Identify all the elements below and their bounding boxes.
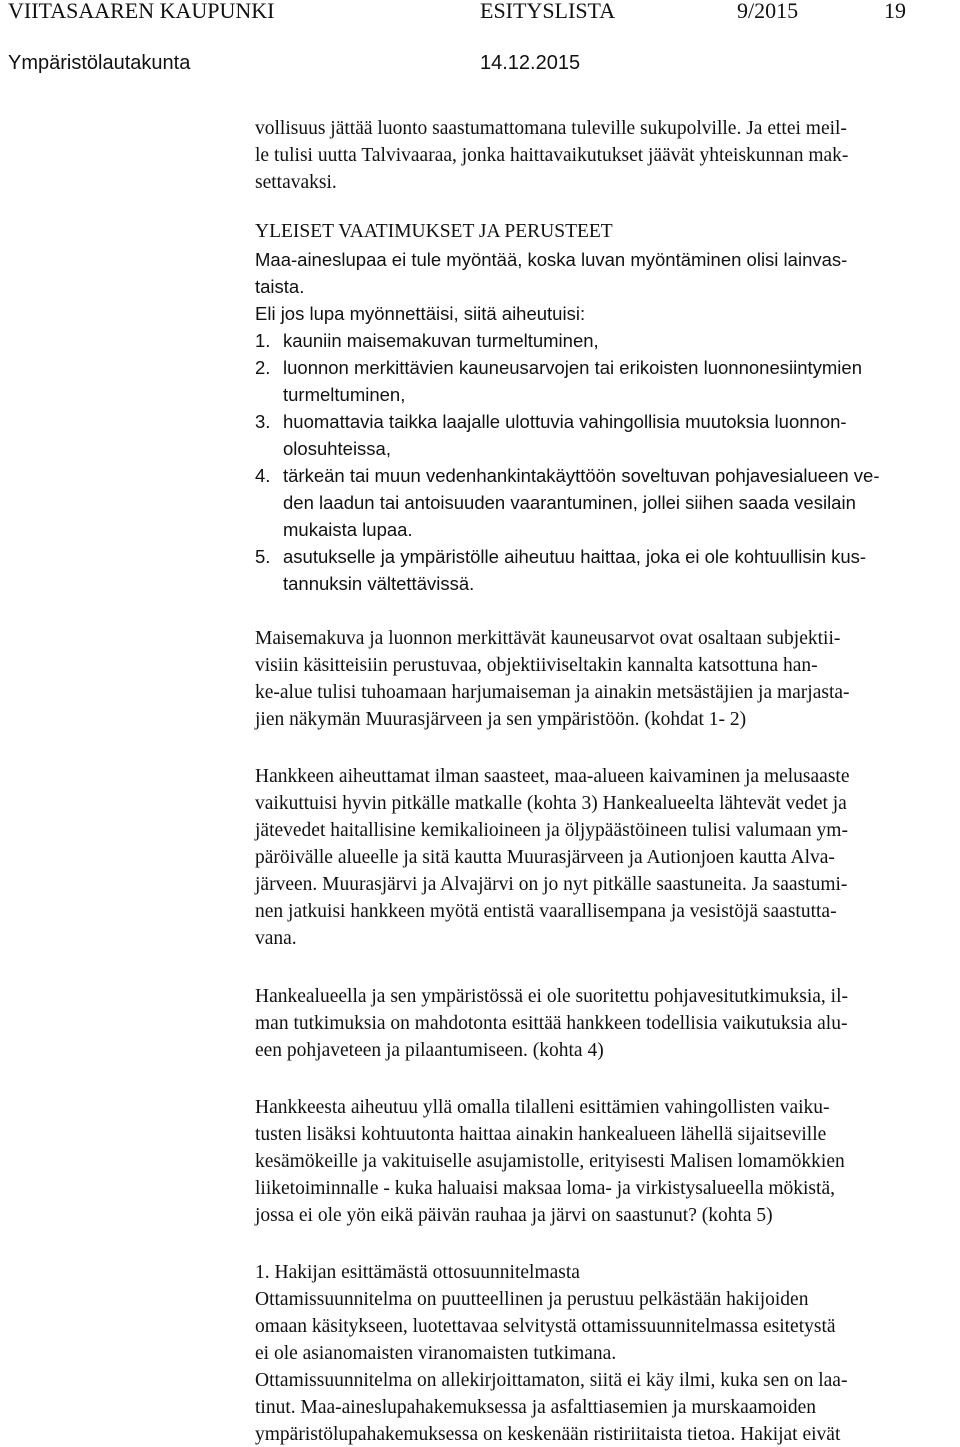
list-item-line: olosuhteissa, — [283, 438, 391, 459]
list-number: 2. — [255, 357, 271, 378]
paragraph-line: liiketoiminnalle - kuka haluaisi maksaa loma- ja virkistysalueella mökistä, — [255, 1178, 835, 1199]
list-number: 4. — [255, 465, 271, 486]
list-intro: Eli jos lupa myönnettäisi, siitä aiheutuisi: — [255, 303, 586, 324]
list-item-line: tannuksin vältettävissä. — [283, 573, 475, 594]
header-issue: 9/2015 — [737, 0, 799, 23]
paragraph-line: settavaksi. — [255, 172, 337, 193]
paragraph-line: päröivälle alueelle ja sitä kautta Muurasjärveen ja Autionjoen kautta Alva- — [255, 847, 835, 868]
list-item-line: mukaista lupaa. — [283, 519, 413, 540]
paragraph-line: ke-alue tulisi tuhoamaan harjumaiseman ja ainakin metsästäjien ja marjasta- — [255, 682, 850, 703]
list-item-line: luonnon merkittävien kauneusarvojen tai erikoisten luonnonesiintymien — [283, 357, 862, 378]
paragraph-line: kesämökeille ja vakituiselle asujamistolle, erityisesti Malisen lomamökkien — [255, 1151, 845, 1172]
header-page-number: 19 — [884, 0, 906, 23]
list-number: 3. — [255, 411, 271, 432]
header-board: Ympäristölautakunta — [8, 52, 191, 74]
list-number: 5. — [255, 546, 271, 567]
list-item-line: tärkeän tai muun vedenhankintakäyttöön soveltuvan pohjavesialueen ve- — [283, 465, 880, 486]
paragraph-line: Maa-aineslupaa ei tule myöntää, koska luvan myöntäminen olisi lainvas- — [255, 249, 848, 270]
paragraph-line: Hankkeesta aiheutuu yllä omalla tilalleni esittämien vahingollisten vaiku- — [255, 1097, 830, 1118]
paragraph-line: Hankealueella ja sen ympäristössä ei ole suoritettu pohjavesitutkimuksia, il- — [255, 986, 848, 1007]
paragraph-line: taista. — [255, 276, 305, 297]
header-date: 14.12.2015 — [480, 52, 581, 74]
list-item-line: asutukselle ja ympäristölle aiheutuu haittaa, joka ei ole kohtuullisin kus- — [283, 546, 867, 567]
paragraph-line: vaikuttuisi hyvin pitkälle matkalle (kohta 3) Hankealueelta lähtevät vedet ja — [255, 793, 847, 814]
list-item-line: turmeltuminen, — [283, 384, 406, 405]
paragraph-line: ympäristölupahakemuksessa on keskenään ristiriitaista tietoa. Hakijat eivät — [255, 1424, 841, 1445]
paragraph-line: Hankkeen aiheuttamat ilman saasteet, maa-alueen kaivaminen ja melusaaste — [255, 766, 850, 787]
paragraph-line: Maisemakuva ja luonnon merkittävät kauneusarvot ovat osaltaan subjektii- — [255, 628, 841, 649]
list-item-line: den laadun tai antoisuuden vaarantuminen, jollei siihen saada vesilain — [283, 492, 856, 513]
paragraph-line: järveen. Muurasjärvi ja Alvajärvi on jo nyt pitkälle saastuneita. Ja saastumi- — [255, 874, 848, 895]
paragraph-line: ei ole asianomaisten viranomaisten tutkimana. — [255, 1343, 617, 1364]
paragraph-line: tinut. Maa-aineslupahakemuksessa ja asfalttiasemien ja murskaamoiden — [255, 1397, 816, 1418]
subsection-heading: 1. Hakijan esittämästä ottosuunnitelmasta — [255, 1262, 580, 1283]
paragraph-line: tusten lisäksi kohtuutonta haittaa ainakin hankealueen lähellä sijaitseville — [255, 1124, 827, 1145]
list-item-line: huomattavia taikka laajalle ulottuvia vahingollisia muutoksia luonnon- — [283, 411, 847, 432]
paragraph-line: visiin käsitteisiin perustuvaa, objektiiviseltakin kannalta katsottuna han- — [255, 655, 818, 676]
paragraph-line: Ottamissuunnitelma on puutteellinen ja perustuu pelkästään hakijoiden — [255, 1289, 809, 1310]
paragraph-line: Ottamissuunnitelma on allekirjoittamaton, siitä ei käy ilmi, kuka sen on laa- — [255, 1370, 848, 1391]
paragraph-line: jien näkymän Muurasjärveen ja sen ympäristöön. (kohdat 1- 2) — [255, 709, 747, 730]
header-city: VIITASAAREN KAUPUNKI — [8, 0, 275, 23]
paragraph-line: omaan käsitykseen, luotettavaa selvitystä ottamissuunnitelmassa esitetystä — [255, 1316, 836, 1337]
paragraph-line: vana. — [255, 928, 297, 949]
list-number: 1. — [255, 330, 271, 351]
paragraph-line: le tulisi uutta Talvivaaraa, jonka haittavaikutukset jäävät yhteiskunnan mak- — [255, 145, 849, 166]
paragraph-line: man tutkimuksia on mahdotonta esittää hankkeen todellisia vaikutuksia alu- — [255, 1013, 848, 1034]
paragraph-line: een pohjaveteen ja pilaantumiseen. (kohta 4) — [255, 1040, 604, 1061]
section-heading: YLEISET VAATIMUKSET JA PERUSTEET — [255, 221, 613, 242]
paragraph-line: jätevedet haitallisine kemikalioineen ja öljypäästöineen tulisi valumaan ym- — [255, 820, 848, 841]
header-doc-type: ESITYSLISTA — [480, 0, 616, 23]
paragraph-line: vollisuus jättää luonto saastumattomana tuleville sukupolville. Ja ettei meil- — [255, 118, 847, 139]
list-item-line: kauniin maisemakuvan turmeltuminen, — [283, 330, 599, 351]
paragraph-line: jossa ei ole yön eikä päivän rauhaa ja järvi on saastunut? (kohta 5) — [255, 1205, 773, 1226]
paragraph-line: nen jatkuisi hankkeen myötä entistä vaarallisempana ja vesistöjä saastutta- — [255, 901, 837, 922]
